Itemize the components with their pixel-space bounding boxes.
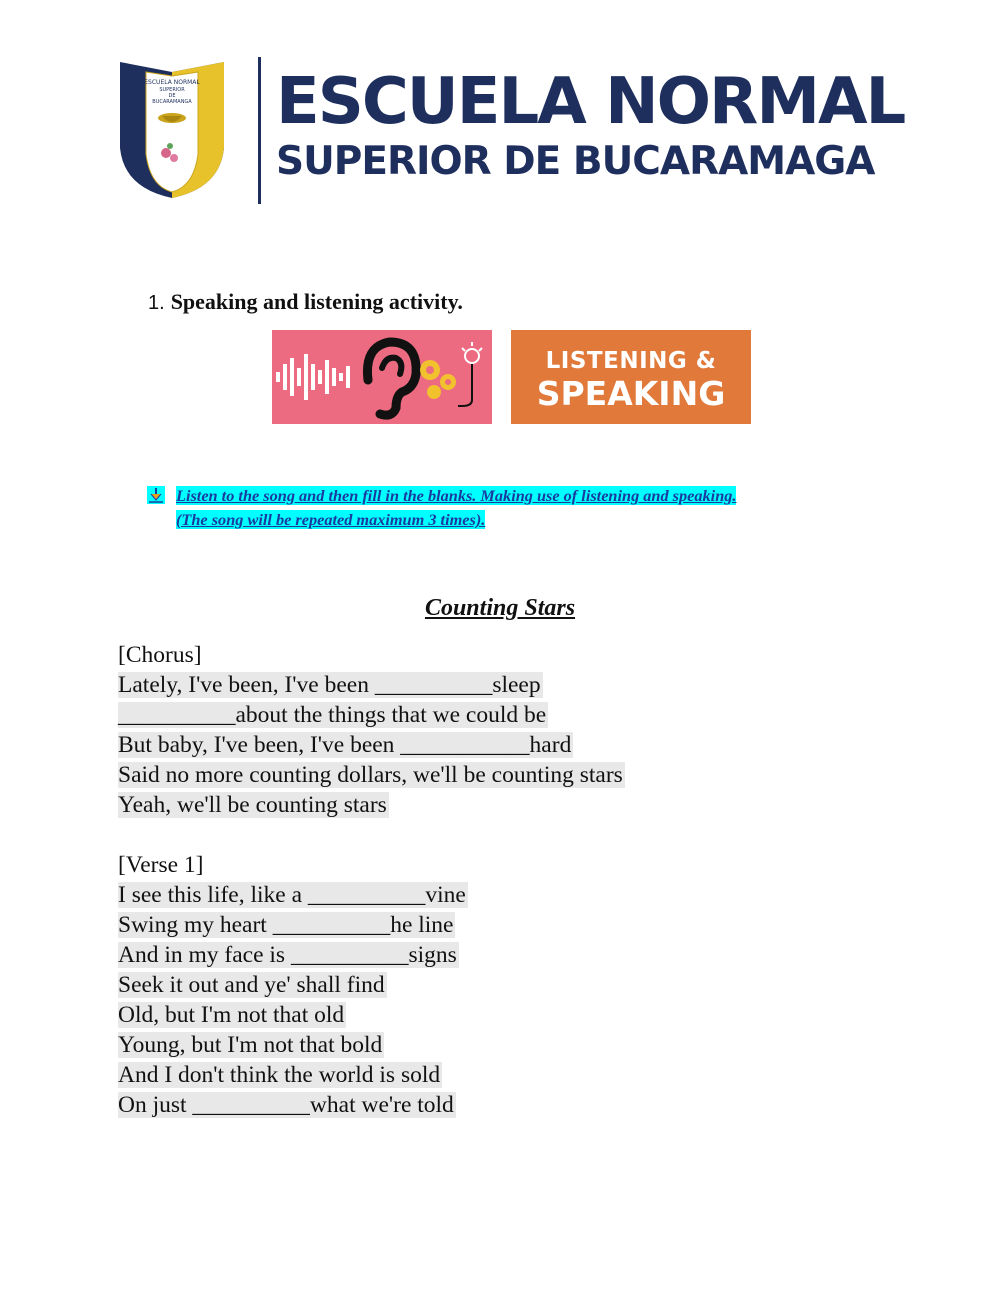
lyric-line	[118, 760, 625, 790]
listening-illustration-banner	[272, 330, 492, 424]
lyric-line	[118, 940, 625, 970]
song-title-text: Counting Stars	[424, 595, 576, 621]
activity-number: 1.	[148, 292, 165, 314]
lyric-text: Said no more counting dollars, we'll be counting stars	[118, 762, 623, 788]
lyric-line	[118, 970, 625, 1000]
lyric-text: On just __________what we're told	[118, 1092, 454, 1118]
instruction-line1: Listen to the song and then fill in the blanks. Making use of listening and speaking.	[176, 486, 737, 505]
lyric-text: Young, but I'm not that bold	[118, 1032, 383, 1058]
school-name-line1: ESCUELA NORMAL	[276, 65, 905, 139]
gears-icon	[420, 360, 456, 399]
lightbulb-icon	[458, 342, 482, 406]
lyric-line	[118, 910, 625, 940]
instruction-line2: (The song will be repeated maximum 3 times).	[176, 510, 486, 529]
lyric-line	[118, 880, 625, 910]
lyric-line	[118, 700, 625, 730]
school-crest-logo	[116, 58, 228, 200]
lyric-line	[118, 1060, 625, 1090]
chorus-label-text: [Chorus]	[118, 642, 202, 668]
lyric-text: And I don't think the world is sold	[118, 1062, 441, 1088]
listening-speaking-banner	[511, 330, 751, 424]
lyric-line	[118, 790, 625, 820]
lyric-line	[118, 1090, 625, 1120]
lyric-text: Yeah, we'll be counting stars	[118, 792, 387, 818]
arrow-bullet-icon	[147, 486, 165, 504]
ear-icon	[367, 342, 416, 415]
crest-text-4: BUCARAMANGA	[152, 99, 192, 105]
song-title	[0, 592, 1000, 624]
verse-label-text: [Verse 1]	[118, 852, 204, 878]
sound-wave-icon	[276, 354, 350, 400]
lyric-text: Swing my heart __________he line	[118, 912, 454, 938]
header-divider	[258, 57, 261, 204]
lyric-text: I see this life, like a __________vine	[118, 882, 466, 908]
lyrics	[118, 640, 625, 1120]
activity-title: Speaking and listening activity.	[170, 289, 463, 314]
lyric-text: Lately, I've been, I've been __________sleep	[118, 672, 541, 698]
verse-label	[118, 850, 625, 880]
lyric-text: But baby, I've been, I've been ___________hard	[118, 732, 572, 758]
lyric-text: Old, but I'm not that old	[118, 1002, 345, 1028]
banner-line1: LISTENING &	[545, 348, 717, 374]
lyric-line	[118, 1030, 625, 1060]
stanza-gap	[118, 820, 625, 850]
chorus-label	[118, 640, 625, 670]
lyric-text: __________about the things that we could be	[118, 702, 547, 728]
school-name-line2: SUPERIOR DE BUCARAMAGA	[276, 139, 875, 184]
lyric-line	[118, 730, 625, 760]
instructions	[176, 484, 866, 532]
banner-line2: SPEAKING	[536, 374, 726, 413]
lyric-line	[118, 670, 625, 700]
lyric-text: And in my face is __________signs	[118, 942, 457, 968]
crest-text-3: DE	[168, 93, 176, 99]
lyric-line	[118, 1000, 625, 1030]
crest-text-2: SUPERIOR	[159, 87, 185, 93]
lyric-text: Seek it out and ye' shall find	[118, 972, 385, 998]
crest-text-1: ESCUELA NORMAL	[144, 79, 200, 86]
activity-heading	[148, 288, 463, 317]
